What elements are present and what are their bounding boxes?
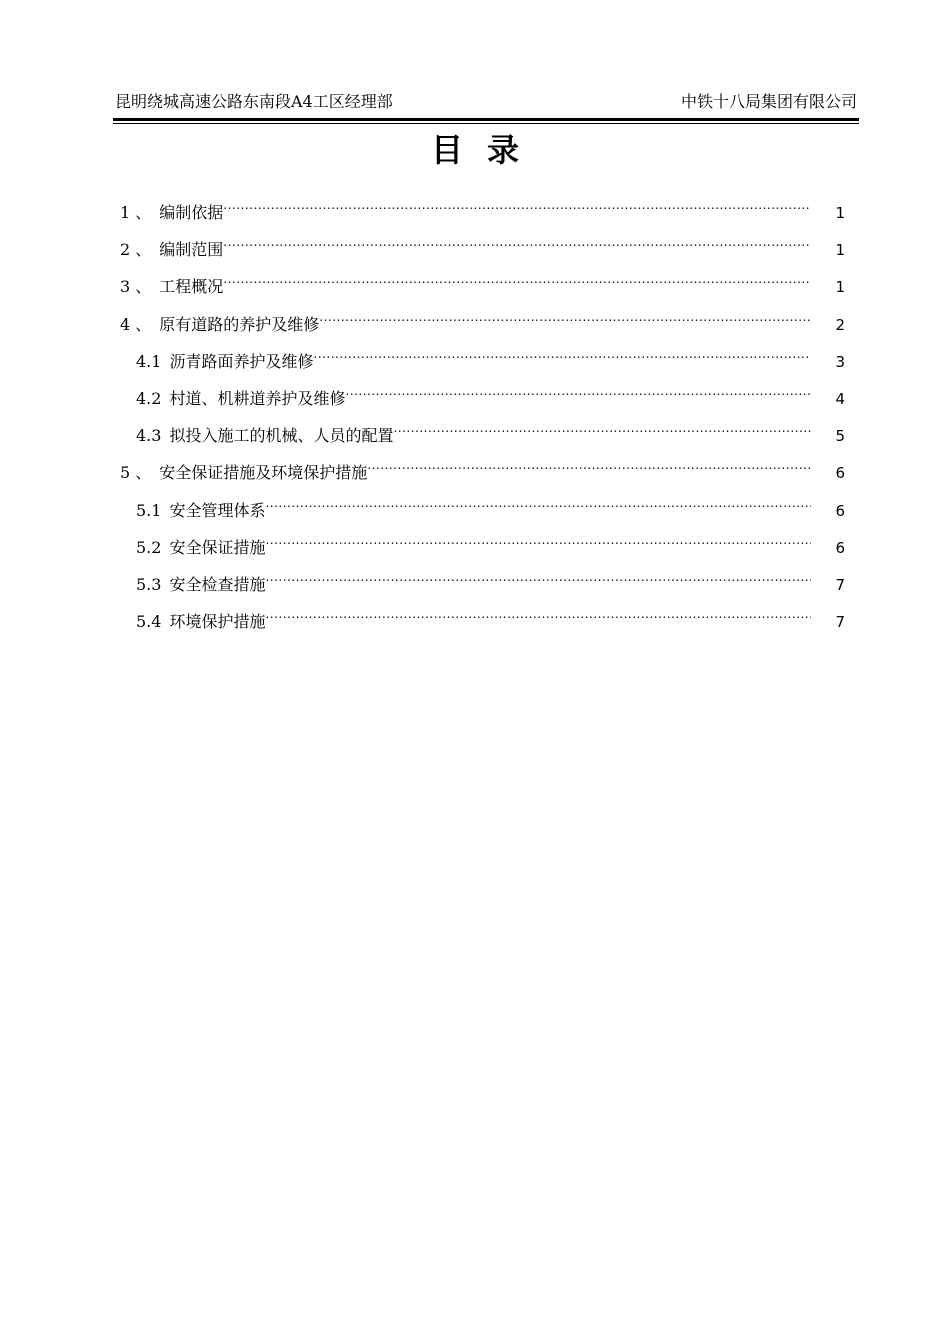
toc-entry-text: 安全检查措施	[169, 574, 266, 594]
toc-entry-page: 6	[835, 464, 845, 483]
toc-subentry[interactable]	[120, 605, 845, 642]
toc-subentry[interactable]	[120, 345, 845, 382]
toc-entry-text: 沥青路面养护及维修	[169, 351, 314, 371]
toc-subentry[interactable]	[120, 568, 845, 605]
toc-entry-number: 5.1	[136, 500, 162, 520]
toc-leader-dots	[393, 419, 811, 441]
toc-entry-page: 6	[835, 538, 845, 557]
toc-leader-dots	[223, 270, 811, 292]
toc-entry[interactable]	[120, 456, 845, 493]
toc-entry-page: 1	[835, 204, 845, 222]
toc-leader-dots	[345, 382, 811, 404]
toc-leader-dots	[367, 456, 811, 478]
table-of-contents	[120, 196, 845, 642]
toc-entry-page: 4	[835, 389, 845, 408]
toc-entry-number: 4.1	[136, 351, 162, 371]
toc-subentry[interactable]	[120, 531, 845, 568]
toc-entry-text: 编制依据	[159, 203, 224, 222]
header-rule-thick	[113, 118, 859, 121]
toc-subentry[interactable]	[120, 382, 845, 419]
toc-entry-page: 6	[835, 501, 845, 520]
toc-leader-dots	[319, 308, 811, 330]
toc-entry-page: 1	[835, 278, 845, 297]
toc-entry-number: 2 、	[120, 240, 152, 260]
toc-entry-text: 村道、机耕道养护及维修	[169, 388, 346, 408]
header-rule-thin	[113, 123, 859, 124]
toc-title: 目录	[430, 131, 543, 169]
toc-entry-text: 编制范围	[159, 240, 224, 260]
header-company-name: 中铁十八局集团有限公司	[680, 92, 857, 111]
toc-entry-number: 5 、	[120, 463, 152, 483]
toc-entry-page: 5	[835, 427, 845, 446]
toc-entry-text: 原有道路的养护及维修	[159, 314, 320, 334]
toc-leader-dots	[223, 196, 811, 218]
toc-entry-text: 安全保证措施及环境保护措施	[159, 463, 368, 483]
toc-entry-page: 7	[835, 575, 845, 594]
toc-leader-dots	[265, 494, 811, 516]
header-project-name: 昆明绕城高速公路东南段A4工区经理部	[115, 92, 393, 111]
toc-leader-dots	[223, 233, 811, 255]
toc-leader-dots	[313, 345, 811, 367]
toc-entry-number: 1 、	[120, 203, 152, 222]
toc-entry-number: 5.2	[136, 537, 162, 557]
toc-entry-text: 拟投入施工的机械、人员的配置	[169, 426, 394, 446]
toc-entry-number: 4.2	[136, 388, 162, 408]
toc-entry-number: 5.3	[136, 574, 162, 594]
toc-entry-text: 工程概况	[159, 277, 224, 297]
toc-entry-number: 3 、	[120, 277, 152, 297]
toc-entry-text: 环境保护措施	[169, 612, 266, 632]
toc-entry-number: 5.4	[136, 612, 162, 632]
toc-leader-dots	[265, 568, 811, 590]
toc-subentry[interactable]	[120, 419, 845, 456]
toc-entry-text: 安全保证措施	[169, 537, 266, 557]
toc-entry-page: 1	[835, 241, 845, 260]
toc-entry[interactable]	[120, 270, 845, 307]
toc-leader-dots	[265, 605, 811, 627]
toc-leader-dots	[265, 531, 811, 553]
toc-entry-text: 安全管理体系	[169, 500, 266, 520]
toc-entry-page: 7	[835, 613, 845, 632]
page-header	[113, 88, 859, 118]
toc-entry-page: 2	[835, 315, 845, 334]
toc-entry[interactable]	[120, 308, 845, 345]
toc-entry-page: 3	[835, 352, 845, 371]
toc-subentry[interactable]	[120, 494, 845, 531]
toc-entry[interactable]	[120, 196, 845, 233]
toc-entry-number: 4.3	[136, 426, 162, 446]
toc-entry-number: 4 、	[120, 314, 152, 334]
toc-entry[interactable]	[120, 233, 845, 270]
